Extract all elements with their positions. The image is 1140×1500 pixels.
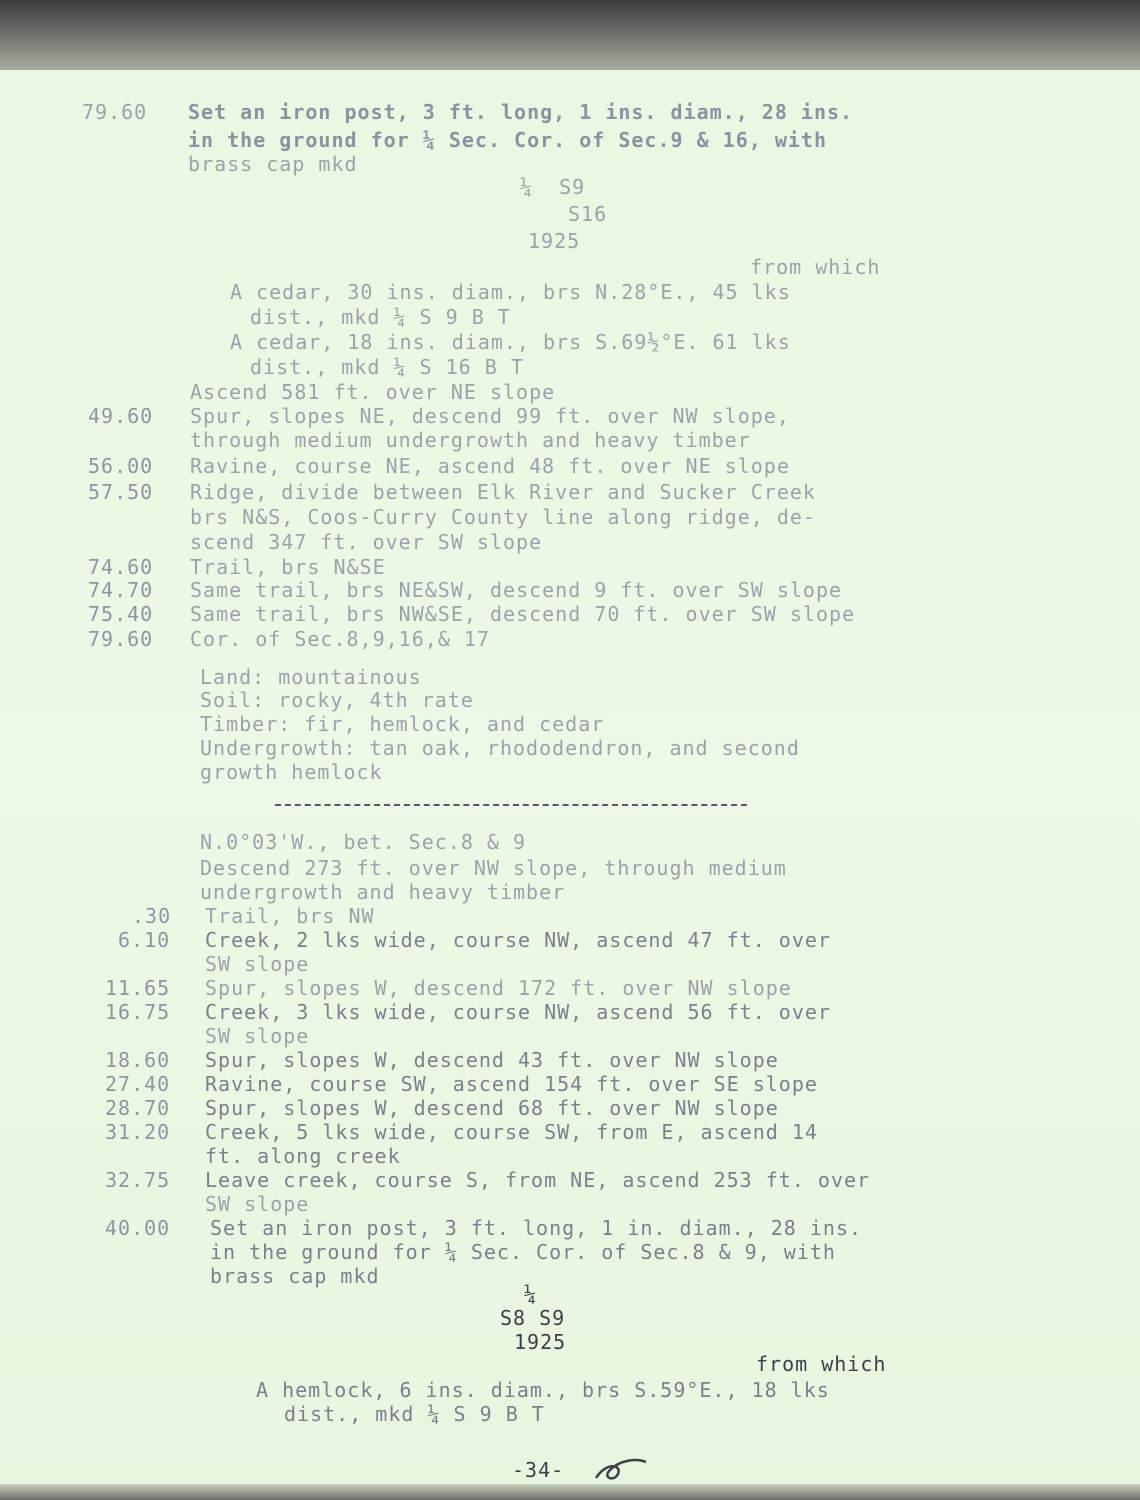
line-header: undergrowth and heavy timber [200,880,566,904]
page-number: -34- [512,1458,565,1482]
station-number: 49.60 [88,404,154,428]
station-number: 74.60 [88,555,154,579]
entry-text: brass cap mkd [210,1264,380,1288]
bearing-tree-line: dist., mkd ¼ S 9 B T [284,1402,545,1426]
summary-line: Soil: rocky, 4th rate [200,688,474,712]
station-number: 11.65 [105,976,171,1000]
station-number: 40.00 [105,1216,171,1240]
entry-text: Spur, slopes W, descend 172 ft. over NW slope [205,976,792,1000]
entry-text: Leave creek, course S, from NE, ascend 253 ft. over [205,1168,871,1192]
bearing-tree-line: dist., mkd ¼ S 9 B T [250,305,511,329]
corner-marking: ¼ [524,1282,538,1306]
line-header: N.0°03'W., bet. Sec.8 & 9 [200,830,527,854]
entry-text: Trail, brs NW [205,904,375,928]
note-line: in the ground for ¼ Sec. Cor. of Sec.9 & 16, with [188,128,828,152]
corner-marking: ¼ S9 [520,175,586,199]
entry-text: Spur, slopes W, descend 68 ft. over NW slope [205,1096,779,1120]
corner-marking: S8 S9 [500,1306,566,1330]
entry-text: brs N&S, Coos-Curry County line along ridge, de- [190,505,816,529]
corner-marking: S16 [568,202,608,226]
station-number: 6.10 [118,928,171,952]
station-number: 32.75 [105,1168,171,1192]
entry-text: Creek, 5 lks wide, course SW, from E, ascend 14 [205,1120,818,1144]
bearing-tree-line: dist., mkd ¼ S 16 B T [250,355,524,379]
note-line: Set an iron post, 3 ft. long, 1 ins. diam., 28 ins. [188,100,854,124]
summary-line: growth hemlock [200,760,383,784]
bearing-tree-line: A hemlock, 6 ins. diam., brs S.59°E., 18 lks [256,1378,830,1402]
station-number: 75.40 [88,602,154,626]
summary-line: Timber: fir, hemlock, and cedar [200,712,605,736]
station-number: 18.60 [105,1048,171,1072]
entry-text: through medium undergrowth and heavy timber [190,428,751,452]
entry-text: SW slope [205,1024,310,1048]
station-number: 31.20 [105,1120,171,1144]
station-number: 28.70 [105,1096,171,1120]
entry-text: Trail, brs N&SE [190,555,386,579]
station-number: 79.60 [88,627,154,651]
bearing-tree-line: A cedar, 30 ins. diam., brs N.28°E., 45 lks [230,280,791,304]
station-number: 27.40 [105,1072,171,1096]
entry-text: Same trail, brs NW&SE, descend 70 ft. over SW slope [190,602,856,626]
entry-text: Ravine, course SW, ascend 154 ft. over SE slope [205,1072,818,1096]
initials-signature [592,1452,652,1484]
from-which-label: from which [756,1352,887,1376]
corner-marking: 1925 [528,229,581,253]
summary-line: Land: mountainous [200,665,422,689]
entry-text: Spur, slopes W, descend 43 ft. over NW slope [205,1048,779,1072]
summary-line: Undergrowth: tan oak, rhododendron, and second [200,736,800,760]
entry-text: SW slope [205,1192,310,1216]
station-number: 56.00 [88,454,154,478]
entry-text: in the ground for ¼ Sec. Cor. of Sec.8 & 9, with [210,1240,836,1264]
entry-text: Ascend 581 ft. over NE slope [190,380,556,404]
note-line: brass cap mkd [188,152,358,176]
entry-text: SW slope [205,952,310,976]
bearing-tree-line: A cedar, 18 ins. diam., brs S.69½°E. 61 lks [230,330,791,354]
station-number: 79.60 [82,100,148,124]
entry-text: Ridge, divide between Elk River and Sucker Creek [190,480,816,504]
entry-text: ft. along creek [205,1144,401,1168]
station-number: 16.75 [105,1000,171,1024]
entry-text: Ravine, course NE, ascend 48 ft. over NE slope [190,454,790,478]
corner-marking: 1925 [514,1330,567,1354]
section-divider [275,804,747,806]
entry-text: Creek, 2 lks wide, course NW, ascend 47 ft. over [205,928,831,952]
station-number: .30 [132,904,172,928]
entry-text: Creek, 3 lks wide, course NW, ascend 56 ft. over [205,1000,831,1024]
entry-text: Spur, slopes NE, descend 99 ft. over NW slope, [190,404,790,428]
line-header: Descend 273 ft. over NW slope, through medium [200,856,787,880]
station-number: 74.70 [88,578,154,602]
from-which-label: from which [750,255,881,279]
scanner-shadow-bottom [0,1484,1140,1500]
entry-text: Same trail, brs NE&SW, descend 9 ft. over SW slope [190,578,843,602]
entry-text: scend 347 ft. over SW slope [190,530,543,554]
entry-text: Set an iron post, 3 ft. long, 1 in. diam., 28 ins. [210,1216,863,1240]
entry-text: Cor. of Sec.8,9,16,& 17 [190,627,490,651]
station-number: 57.50 [88,480,154,504]
